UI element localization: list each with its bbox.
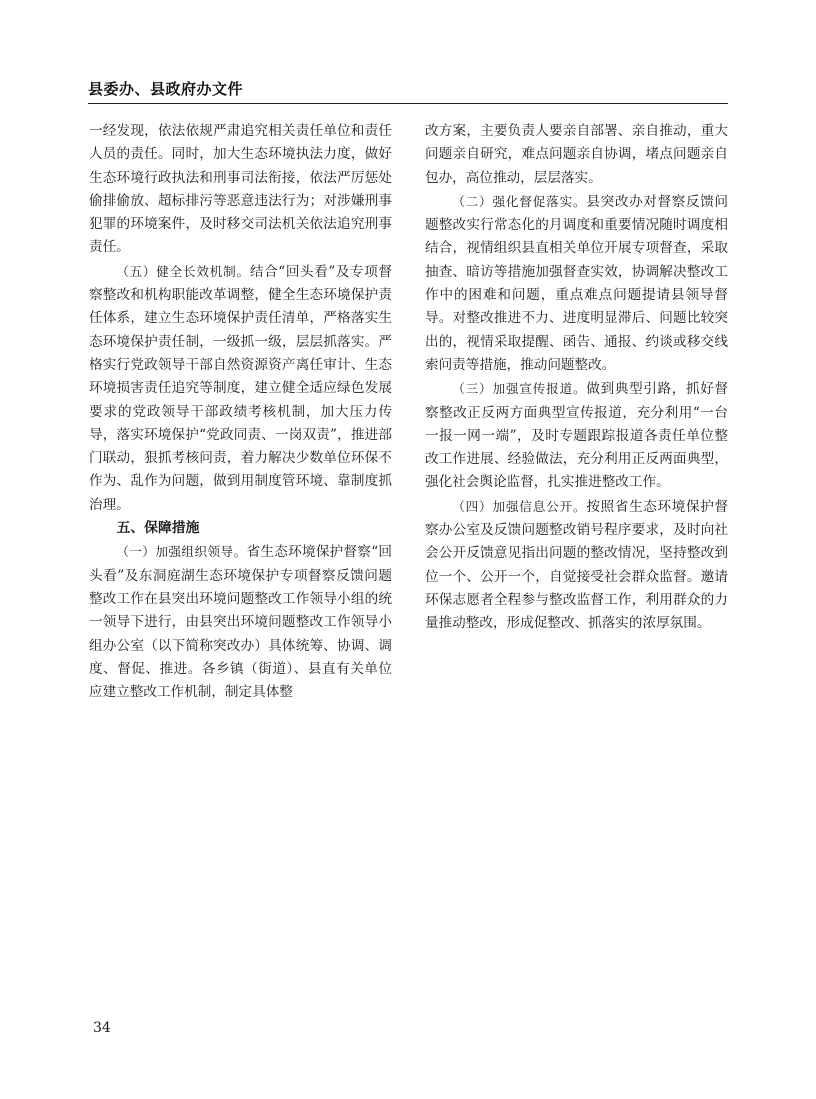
paragraph-lead: （四）加强信息公开。 (452, 498, 587, 514)
paragraph-lead: （一）加强组织领导。 (116, 544, 247, 560)
running-header-title: 县委办、县政府办文件 (88, 80, 244, 98)
paragraph-long-term-mechanism (89, 260, 392, 517)
paragraph-lead: （五）健全长效机制。 (116, 263, 250, 279)
left-column (89, 120, 392, 704)
paragraph-body: 做到典型引路，抓好督察整改正反两方面典型宣传报道，充分利用“一台一报一网一端”，及时专题跟踪报道各责任单位整改工作进展、经验做法，充分利用正反两面典型，强化社会舆论监督，扎实推进整改工作。 (425, 381, 729, 491)
right-column (425, 120, 728, 636)
paragraph-continuation: 一经发现，依法依规严肃追究相关责任单位和责任人员的责任。同时，加大生态环境执法力度，做好生态环境行政执法和刑事司法衔接，依法严厉惩处偷排偷放、超标排污等恶意违法行为；对涉嫌刑事犯罪的环境案件，及时移交司法机关依法追究刑事责任。 (89, 123, 392, 256)
paragraph-body: 省生态环境保护督察“回头看”及东洞庭湖生态环境保护专项督察反馈问题整改工作在县突出环境问题整改工作领导小组的统一领导下进行，由县突出环境问题整改工作领导小组办公室（以下简称突改办）具体统筹、协调、调度、督促、推进。各乡镇（街道）、县直有关单位应建立整改工作机制，制定具体整 (89, 544, 393, 701)
paragraph-lead: （三）加强宣传报道。 (452, 381, 587, 397)
paragraph-continuation: 改方案，主要负责人要亲自部署、亲自推动，重大问题亲自研究，难点问题亲自协调，堵点问题亲自包办，高位推动，层层落实。 (425, 123, 728, 186)
paragraph-lead: （二）强化督促落实。 (452, 193, 587, 209)
paragraph-body: 结合“回头看”及专项督察整改和机构职能改革调整，健全生态环境保护责任体系，建立生态环境保护责任清单，严格落实生态环境保护责任制，一级抓一级，层层抓落实。严格实行党政领导干部自然资源资产离任审计、生态环境损害责任追究等制度，建立健全适应绿色发展要求的党政领导干部政绩考核机制，加大压力传导，落实环境保护“党政同责、一岗双责”，推进部门联动，狠抓考核问责，着力解决少数单位环保不作为、乱作为问题，做到用制度管环境、靠制度抓治理。 (89, 263, 392, 513)
paragraph-information-disclosure (425, 495, 728, 636)
header-divider (88, 103, 728, 104)
paragraph-organization-leadership (89, 540, 392, 704)
page-number: 34 (93, 1020, 111, 1036)
paragraph-supervision (425, 190, 728, 377)
paragraph-publicity (425, 377, 728, 494)
paragraph-body: 按照省生态环境保护督察办公室及反馈问题整改销号程序要求，及时向社会公开反馈意见指出问题的整改情况，坚持整改到位一个、公开一个，自觉接受社会群众监督。邀请环保志愿者全程参与整改监督工作，利用群众的力量推动整改，形成促整改、抓落实的浓厚氛围。 (425, 498, 729, 632)
paragraph-body: 县突改办对督察反馈问题整改实行常态化的月调度和重要情况随时调度相结合，视情组织县直相关单位开展专项督查，采取抽查、暗访等措施加强督查实效，协调解决整改工作中的困难和问题，重点难点问题提请县领导督导。对整改推进不力、进度明显滞后、问题比较突出的，视情采取提醒、函告、通报、约谈或移交线索问责等措施，推动问题整改。 (425, 193, 729, 373)
section-heading: 五、保障措施 (116, 520, 200, 537)
